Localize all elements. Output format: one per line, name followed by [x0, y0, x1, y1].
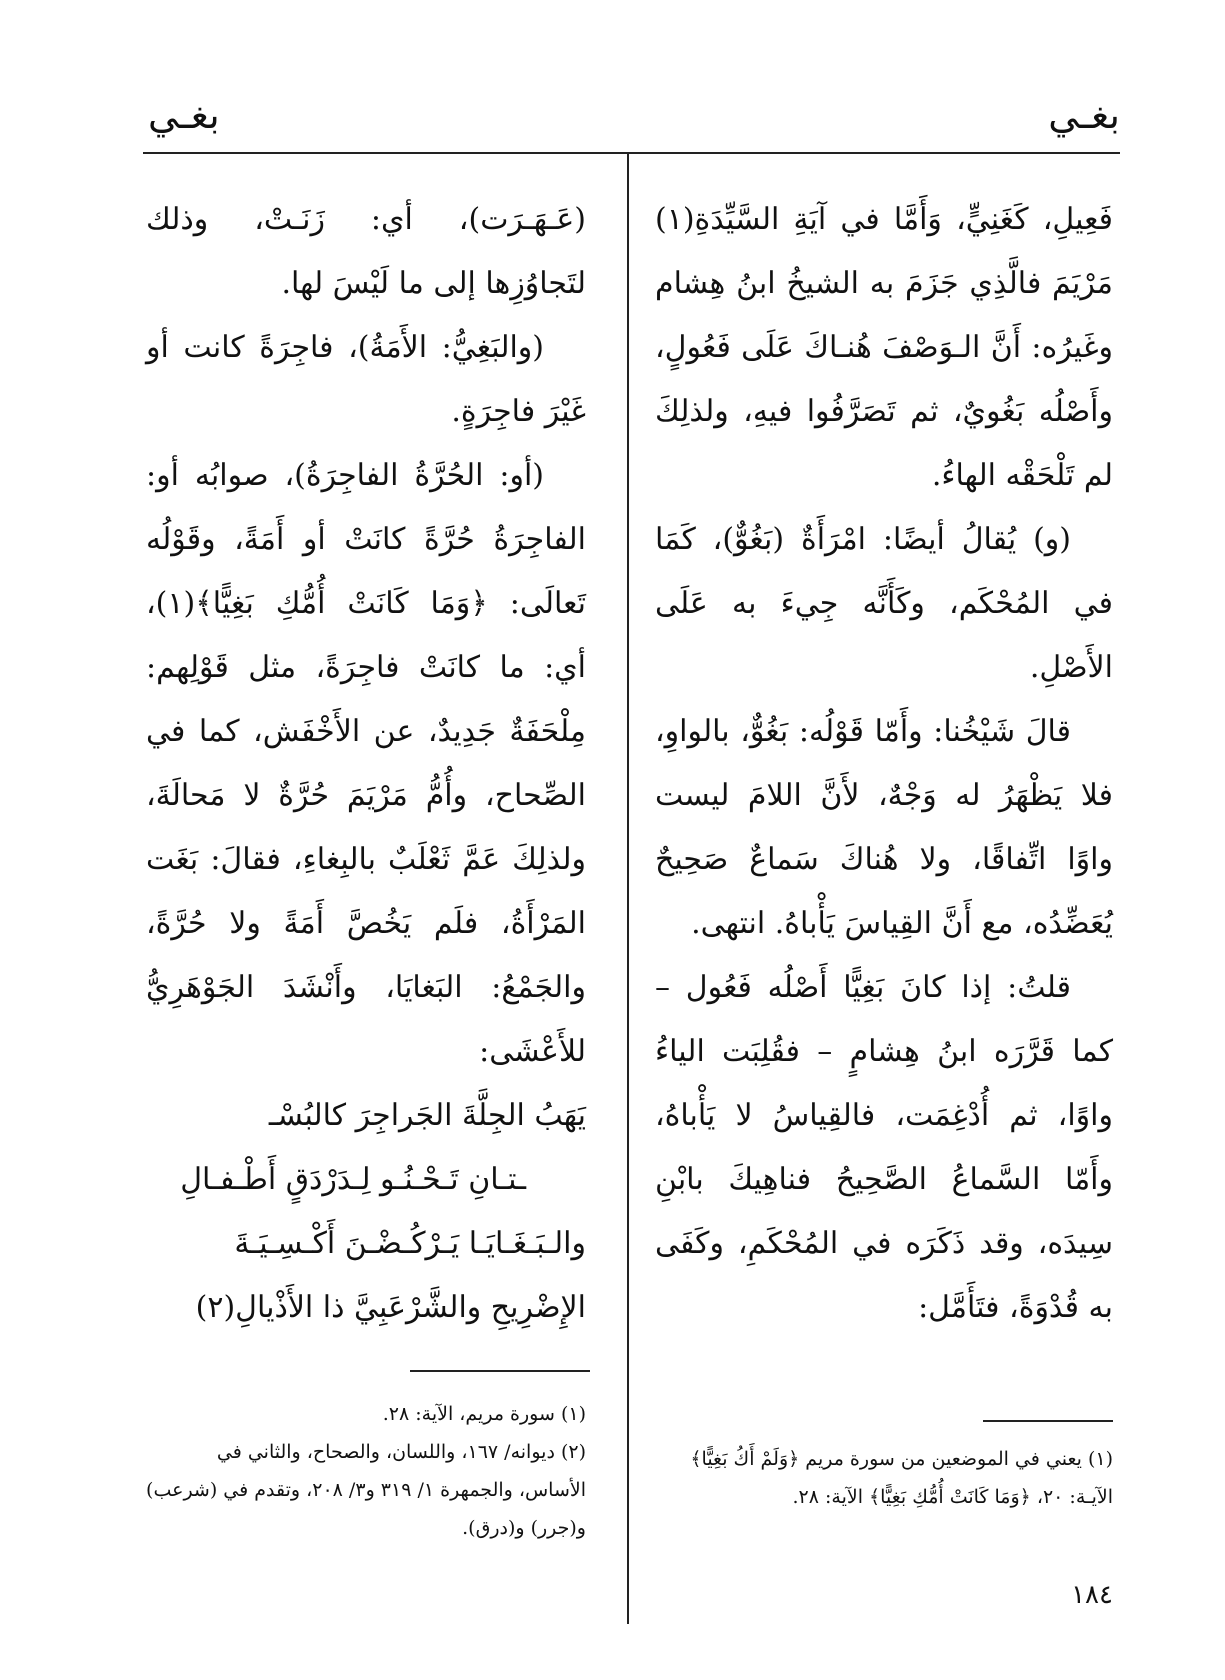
- left-column: [146, 188, 586, 1340]
- paragraph: (والبَغِيُّ: الأَمَةُ)، فاجِرَةً كانت أو غَيْرَ فاجِرَةٍ.: [146, 330, 586, 429]
- paragraph: (و) يُقالُ أيضًا: امْرَأَةٌ (بَغُوٌّ)، كَمَا في المُحْكَم، وكَأَنَّه جِيءَ به عَلَى الأَصْلِ.: [655, 522, 1113, 685]
- paragraph: فَعِيلِ، كَغَنِيٍّ، وَأَمَّا في آيَةِ السَّيِّدَةِ(١) مَرْيَمَ فالَّذِي جَزَمَ به الشيخُ ابنُ هِشام وغَيرُه: أَنَّ الـوَصْفَ هُنـاكَ عَلَى فَعُولٍ، وأَصْلُه بَغُويٌ، ثم تَصَرَّفُوا فيهِ، ولذلِكَ لم تَلْحَقْه الهاءُ.: [655, 202, 1113, 493]
- column-divider: [627, 154, 629, 1624]
- footnote-rule-right: [983, 1420, 1113, 1422]
- running-header-right: بغـي: [1048, 93, 1120, 137]
- paragraph: قلتُ: إذا كانَ بَغِيًّا أَصْلُه فَعُول – كما قَرَّرَه ابنُ هِشامٍ – فقُلِبَت الياءُ واوًا، ثم أُدْغِمَت، فالقِياسُ لا يَأْباهُ، وأَمّا السَّماعُ الصَّحِيحُ فناهِيكَ بابْنِ سِيدَه، وقد ذَكَرَه في المُحْكَمِ، وكَفَى به قُدْوَةً، فتَأَمَّل:: [655, 970, 1113, 1325]
- right-column: [655, 188, 1113, 1340]
- paragraph: (عَـهَـرَت)، أي: زَنَـتْ، وذلك لتَجاوُزِها إلى ما لَيْسَ لها.: [146, 202, 586, 301]
- paragraph: قالَ شَيْخُنا: وأَمّا قَوْلُه: بَغُوٌّ، بالواوِ، فلا يَظْهَرُ له وَجْهٌ، لأَنَّ اللامَ ليست واوًا اتِّفاقًا، ولا هُناكَ سَماعٌ صَحِيحٌ يُعَضِّدُه، مع أَنَّ القِياسَ يَأْباهُ. انتهى.: [655, 714, 1113, 941]
- poem-verse: يَهَبُ الجِلَّةَ الجَراجِرَ كالبُسْـ: [268, 1098, 586, 1133]
- footnote-rule-left: [410, 1370, 590, 1372]
- page-number: ١٨٤: [1071, 1580, 1113, 1610]
- paragraph: (أو: الحُرَّةُ الفاجِرَةُ)، صوابُه أو: الفاجِرَةُ حُرَّةً كانَتْ أو أَمَةً، وقَوْلُه تَعالَى: ﴿وَمَا كَانَتْ أُمُّكِ بَغِيًّا﴾(١)، أي: ما كانَتْ فاجِرَةً، مثل قَوْلِهم: مِلْحَفَةٌ جَدِيدٌ، عن الأَخْفَش، كما في الصِّحاح، وأُمُّ مَرْيَمَ حُرَّةٌ لا مَحالَةَ، ولذلِكَ عَمَّ ثَعْلَبٌ بالبِغاءِ، فقالَ: بَغَت المَرْأَةُ، فلَم يَخُصَّ أَمَةً ولا حُرَّةً، والجَمْعُ: البَغايَا، وأَنْشَدَ الجَوْهَرِيُّ للأَعْشَى:: [146, 458, 586, 1069]
- footnotes-right: [663, 1440, 1113, 1516]
- footnote: (٢) ديوانه/ ١٦٧، واللسان، والصحاح، والثاني في الأساس، والجمهرة ١/ ٣١٩ و٣/ ٢٠٨، وتقدم في (شرعب) و(جرر) و(درق).: [146, 1441, 586, 1539]
- footnotes-left: [146, 1395, 586, 1547]
- poem-verse: والـبَـغَـايَـا يَـرْكُـضْـنَ أَكْـسِـيَـةَ: [234, 1226, 586, 1261]
- running-header-left: بغـي: [148, 93, 220, 137]
- footnote: (١) سورة مريم، الآية: ٢٨.: [382, 1403, 586, 1425]
- footnote: (١) يعني في الموضعين من سورة مريم ﴿وَلَمْ أَكُ بَغِيًّا﴾ الآيـة: ٢٠، ﴿وَمَا كَانَتْ أُمُّكِ بَغِيًّا﴾ الآية: ٢٨.: [690, 1448, 1113, 1508]
- poem-verse: ـتـانِ تَـحْـنُـو لِـدَرْدَقٍ أَطْـفـالِ: [180, 1162, 526, 1197]
- header-rule: [143, 152, 1120, 154]
- poem-verse: الإِضْرِيحِ والشَّرْعَبِيَّ ذا الأَذْيالِ(٢): [195, 1290, 586, 1325]
